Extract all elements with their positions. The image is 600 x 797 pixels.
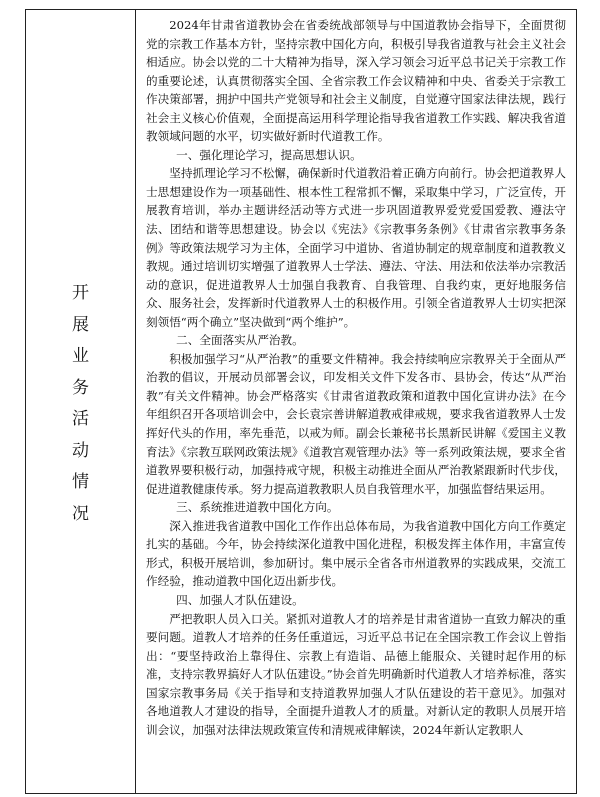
body-paragraph-3: 深入推进我省道教中国化工作作出总体布局，为我省道教中国化方向工作奠定扎实的基础。今年，协会持续深化道教中国化进程，积极发挥主体作用，丰富宣传形式，积极开展培训，参加研讨。集中展示全省各市州道教界的实践成果，交流工作经验，推动道教中国化迈出新步伐。 — [146, 518, 566, 589]
body-paragraph-1: 坚持抓理论学习不松懈，确保新时代道教沿着正确方向前行。协会把道教界人士思想建设作为一项基础性、根本性工程常抓不懈，采取集中学习，广泛宣传，开展教育培训，举办主题讲经活动等方式进一步巩固道教界爱党爱国爱教、遵法守法、团结和谐等思想建设。协会以《宪法》《宗教事务条例》《甘肃省宗教事务条例》等政策法规学习为主体，全面学习中道协、省道协制定的规章制度和道教教义教规。通过培训切实增强了道教界人士学法、遵法、守法、用法和依法举办宗教活动的意识，促进道教界人士加强自我教育、自我管理、自我约束，更好地服务信众、服务社会，发挥新时代道教界人士的积极作用。引领全省道教界人士切实把深刻领悟“两个确立”坚决做到“两个维护”。 — [146, 166, 566, 329]
section-label: 开展业务活动情况 — [72, 283, 89, 524]
section-heading-4: 四、加强人才队伍建设。 — [176, 592, 304, 607]
body-paragraph-2: 积极加强学习“从严治教”的重要文件精神。我会持续响应宗教界关于全面从严治教的倡议，开展动员部署会议，印发相关文件下发各市、县协会，传达“从严治教”有关文件精神。协会严格落实《甘肃省道教政策和道教中国化宣讲办法》在今年组织召开各项培训会中，会长袁宗善讲解道教戒律戒规，要求我省道教界人士发挥好代头的作用，率先垂范，以戒为师。副会长兼秘书长黑新民讲解《爱国主义教育法》《宗教互联网政策法规》《道教宫观管理办法》等一系列政策法规，要求全省道教界要积极行动，加强持戒守规，积极主动推进全面从严治教紧跟新时代步伐，促进道教健康传承。努力提高道教教职人员自我管理水平，加强监督结果运用。 — [146, 351, 566, 496]
body-paragraph-4: 严把教职人员入口关。紧抓对道教人才的培养是甘肃省道协一直致力解决的重要问题。道教人才培养的任务任重道远，习近平总书记在全国宗教工作会议上曾指出：“要坚持政治上靠得住、宗教上有造诣、品德上能服众、关键时起作用的标准，支持宗教界搞好人才队伍建设。”协会首先明确新时代道教人才培养标准，落实国家宗教事务局《关于指导和支持道教界加强人才队伍建设的若干意见》。加强对各地道教人才建设的指导，全面提升道教人才的质量。对新认定的教职人员展开培训会议，加强对法律法规政策宣传和清规戒律解读，2024年新认定教职人 — [146, 611, 566, 737]
section-heading-1: 一、强化理论学习，提高思想认识。 — [176, 147, 362, 162]
section-heading-3: 三、系统推进道教中国化方向。 — [176, 500, 339, 515]
report-content-cell — [136, 10, 576, 793]
section-heading-2: 二、全面落实从严治教。 — [176, 333, 304, 348]
intro-paragraph: 2024年甘肃省道教协会在省委统战部领导与中国道教协会指导下，全面贯彻党的宗教工作基本方针，坚持宗教中国化方向，积极引导我省道教与社会主义社会相适应。协会以党的二十大精神为指导，深入学习领会习近平总书记关于宗教工作的重要论述，认真贯彻落实全国、全省宗教工作会议精神和中央、省委关于宗教工作决策部署，拥护中国共产党领导和社会主义制度，自觉遵守国家法律法规，践行社会主义核心价值观，全面提高运用科学理论指导我省道教工作实践、解决我省道教领域问题的水平，切实做好新时代道教工作。 — [146, 18, 566, 144]
section-label-cell — [26, 10, 136, 793]
activity-report-table — [25, 9, 577, 794]
